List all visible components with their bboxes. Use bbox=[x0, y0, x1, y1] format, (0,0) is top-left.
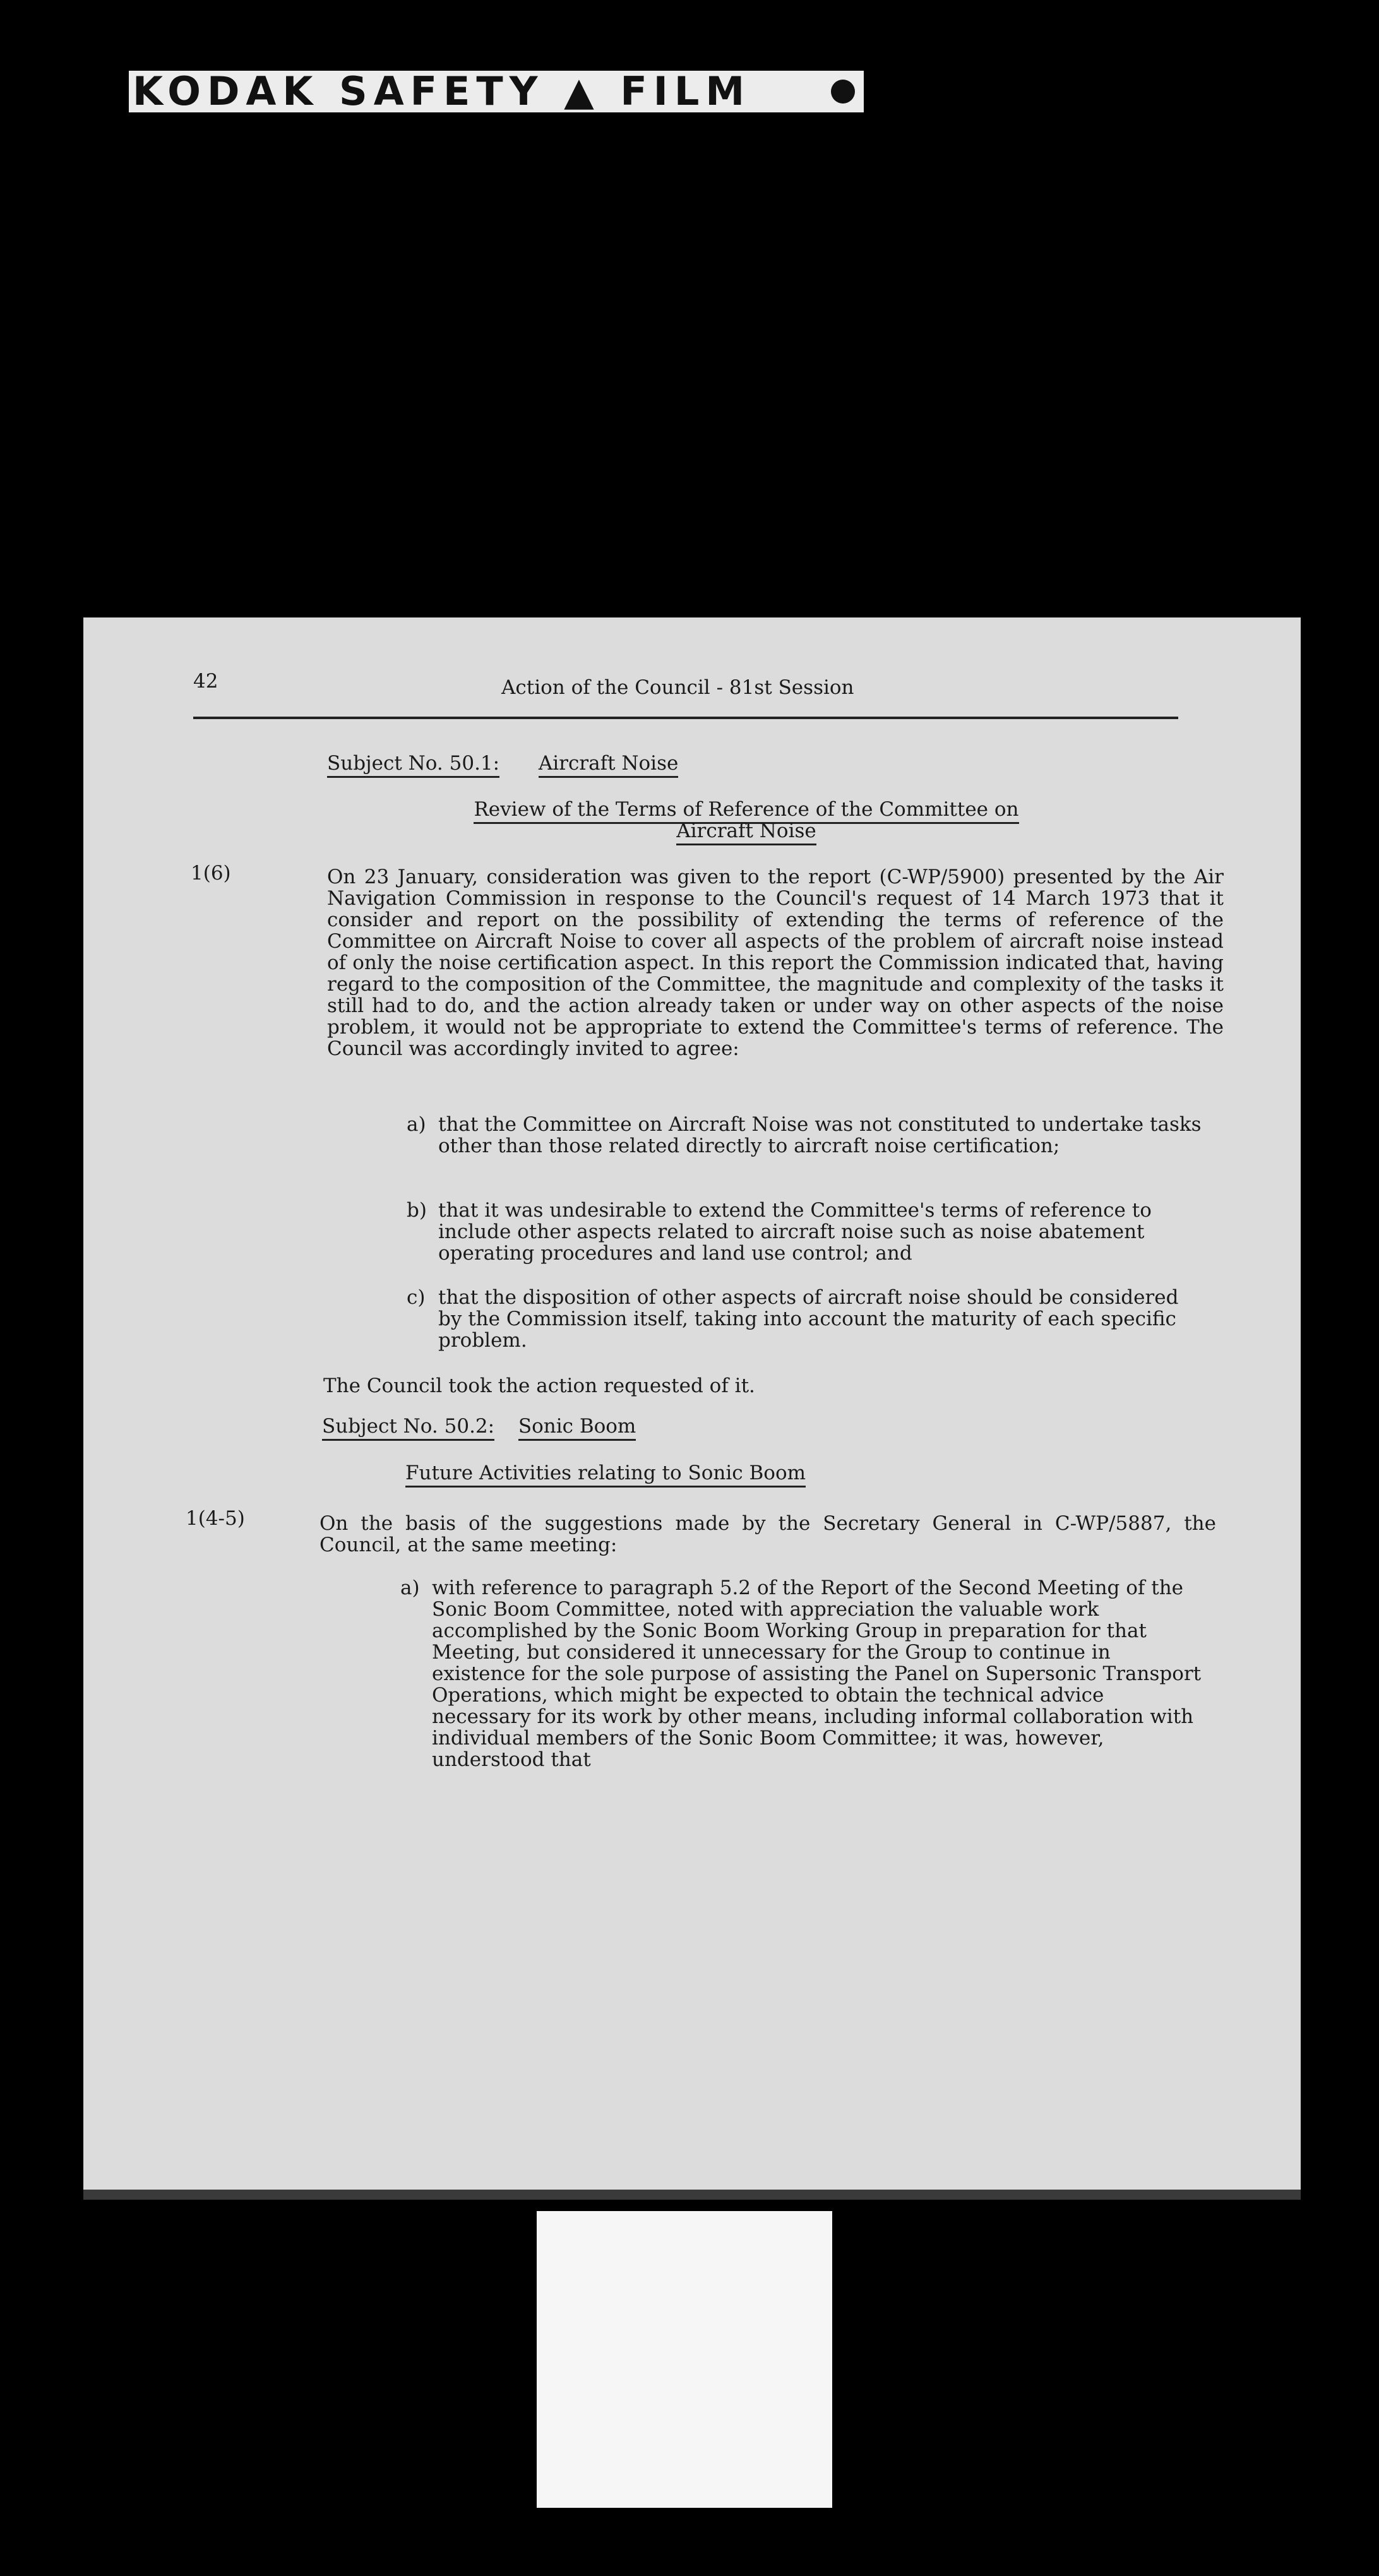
section1-item-a bbox=[407, 1114, 1202, 1157]
subject-50-2-label: Subject No. 50.2: bbox=[322, 1415, 494, 1441]
page-bottom-shadow bbox=[83, 2190, 1301, 2200]
item-label: c) bbox=[407, 1286, 426, 1309]
item-label: a) bbox=[407, 1113, 426, 1136]
section1-item-c bbox=[407, 1287, 1202, 1351]
item-text: with reference to paragraph 5.2 of the Report of the Second Meeting of the Sonic Boom Committee, noted with appreciation the valuable work accomplished by the Sonic Boom Working Group in preparation for that Meeting, but considered it unnecessary for the Group to continue in existence for the sole purpose of assisting the Panel on Supersonic Transport Operations, which might be expected to obtain the technical advice necessary for its work by other means, including informal collaboration with individual members of the Sonic Boom Committee; it was, however, understood that bbox=[432, 1577, 1202, 1771]
film-edge-label: KODAK SAFETY ▲ FILM bbox=[133, 68, 751, 114]
running-title: Action of the Council - 81st Session bbox=[501, 676, 854, 699]
item-text: that it was undesirable to extend the Committee's terms of reference to include other aspects related to aircraft noise such as noise abatement operating procedures and land use control; and bbox=[438, 1199, 1152, 1265]
page-number: 42 bbox=[193, 670, 218, 693]
document-page bbox=[83, 617, 1301, 2196]
section2-paragraph: On the basis of the suggestions made by the Secretary General in C-WP/5887, the Council, at the same meeting: bbox=[319, 1512, 1216, 1556]
item-label: b) bbox=[407, 1199, 427, 1222]
subject-50-2-title: Sonic Boom bbox=[518, 1415, 636, 1441]
section2-heading bbox=[405, 1462, 806, 1484]
subject-50-1-title: Aircraft Noise bbox=[539, 752, 679, 778]
section1-ref: 1(6) bbox=[191, 862, 231, 885]
section1-heading-line1: Review of the Terms of Reference of the Committee on bbox=[474, 798, 1018, 824]
film-edge-marking bbox=[129, 68, 864, 114]
subject-50-2-line bbox=[322, 1416, 636, 1437]
section1-heading-line2: Aircraft Noise bbox=[676, 820, 816, 845]
item-text: that the disposition of other aspects of aircraft noise should be considered by the Commission itself, taking into account the maturity of each specific problem. bbox=[438, 1286, 1179, 1352]
section1-paragraph: On 23 January, consideration was given to the report (C-WP/5900) presented by the Air Navigation Commission in response to the Council's request of 14 March 1973 that it consider and report on the possibility of extending the terms of reference of the Committee on Aircraft Noise to cover all aspects of the problem of aircraft noise instead of only the noise certification aspect. In this report the Commission indicated that, having regard to the composition of the Committee, the magnitude and complexity of the tasks it still had to do, and the action already taken or under way on other aspects of the noise problem, it would not be appropriate to extend the Committee's terms of reference. The Council was accordingly invited to agree: bbox=[327, 866, 1224, 1060]
section1-heading bbox=[412, 799, 1081, 842]
blank-target-card bbox=[537, 2211, 832, 2508]
item-label: a) bbox=[400, 1577, 420, 1599]
section2-ref: 1(4-5) bbox=[186, 1507, 245, 1530]
section1-item-b bbox=[407, 1200, 1202, 1264]
subject-50-1-label: Subject No. 50.1: bbox=[327, 752, 499, 778]
item-text: that the Committee on Aircraft Noise was not constituted to undertake tasks other than those related directly to aircraft noise certification; bbox=[438, 1113, 1202, 1157]
section2-item-a bbox=[400, 1577, 1209, 1770]
film-edge-dot bbox=[831, 80, 855, 104]
header-rule bbox=[193, 717, 1178, 719]
section1-conclusion: The Council took the action requested of it. bbox=[323, 1374, 755, 1397]
section2-heading-text: Future Activities relating to Sonic Boom bbox=[405, 1462, 806, 1488]
subject-50-1-line bbox=[327, 753, 678, 774]
